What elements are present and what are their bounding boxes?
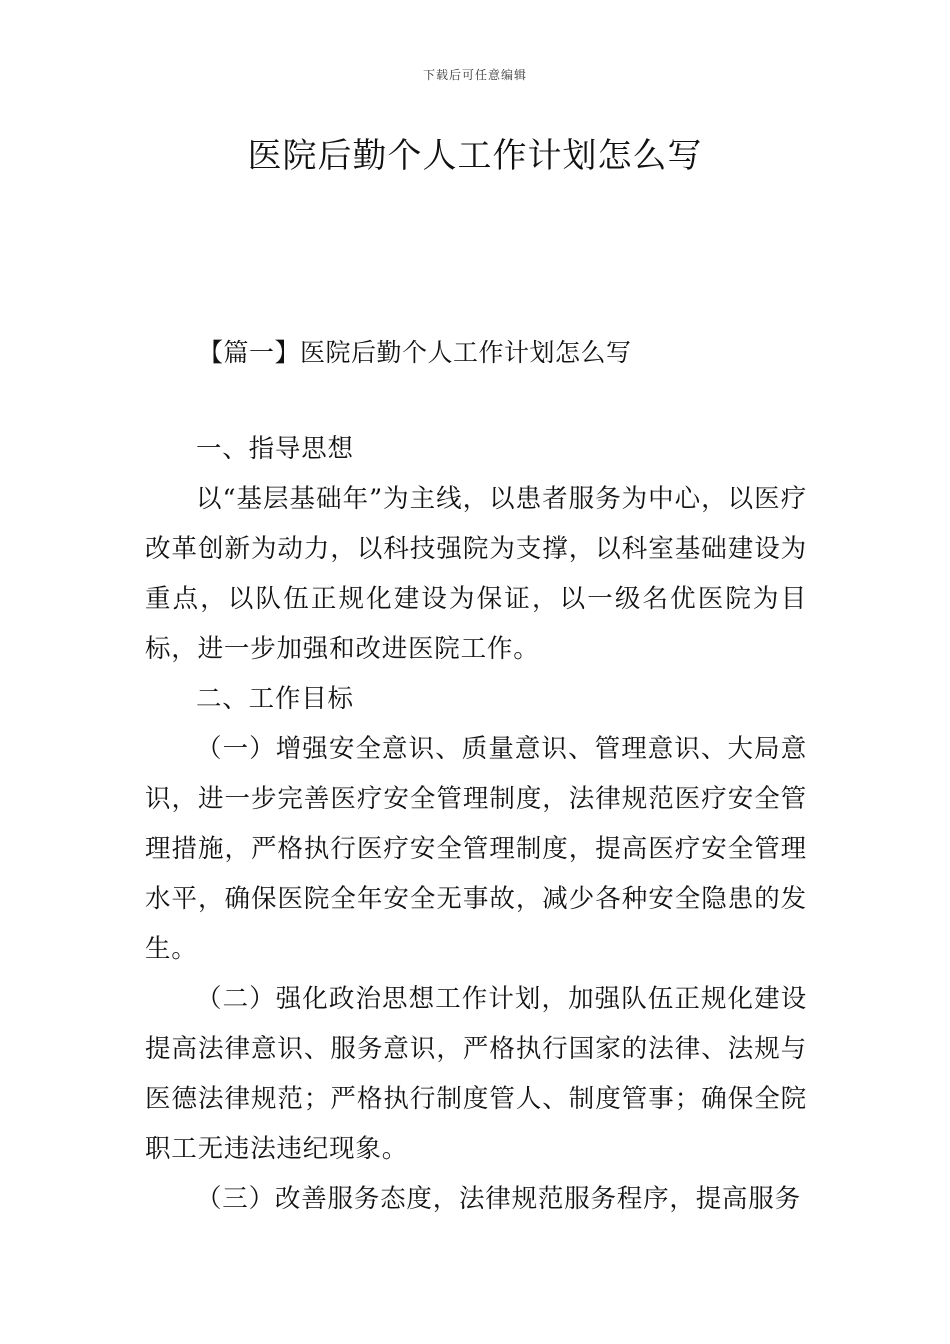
header-note: 下载后可任意编辑 [422, 68, 527, 82]
paragraph-guiding-ideology: 以“基层基础年”为主线，以患者服务为中心，以医疗改革创新为动力，以科技强院为支撑，以科室基础建设为重点，以队伍正规化建设为保证，以一级名优医院为目标，进一步加强和改进医院工作。 [145, 484, 807, 664]
heading-guiding-ideology: 一、指导思想 [196, 434, 354, 464]
section-title: 【篇一】医院后勤个人工作计划怎么写 [198, 338, 632, 367]
document-body [145, 424, 807, 1224]
document-title: 医院后勤个人工作计划怎么写 [247, 136, 703, 176]
heading-work-goals: 二、工作目标 [196, 684, 354, 714]
paragraph-goal-2: （二）强化政治思想工作计划，加强队伍正规化建设提高法律意识、服务意识，严格执行国家的法律、法规与医德法律规范；严格执行制度管人、制度管事；确保全院职工无违法违纪现象。 [145, 984, 807, 1164]
paragraph-goal-1: （一）增强安全意识、质量意识、管理意识、大局意识，进一步完善医疗安全管理制度，法律规范医疗安全管理措施，严格执行医疗安全管理制度，提高医疗安全管理水平，确保医院全年安全无事故，减少各种安全隐患的发生。 [145, 734, 807, 964]
paragraph-goal-3: （三）改善服务态度，法律规范服务程序，提高服务 [196, 1184, 801, 1214]
